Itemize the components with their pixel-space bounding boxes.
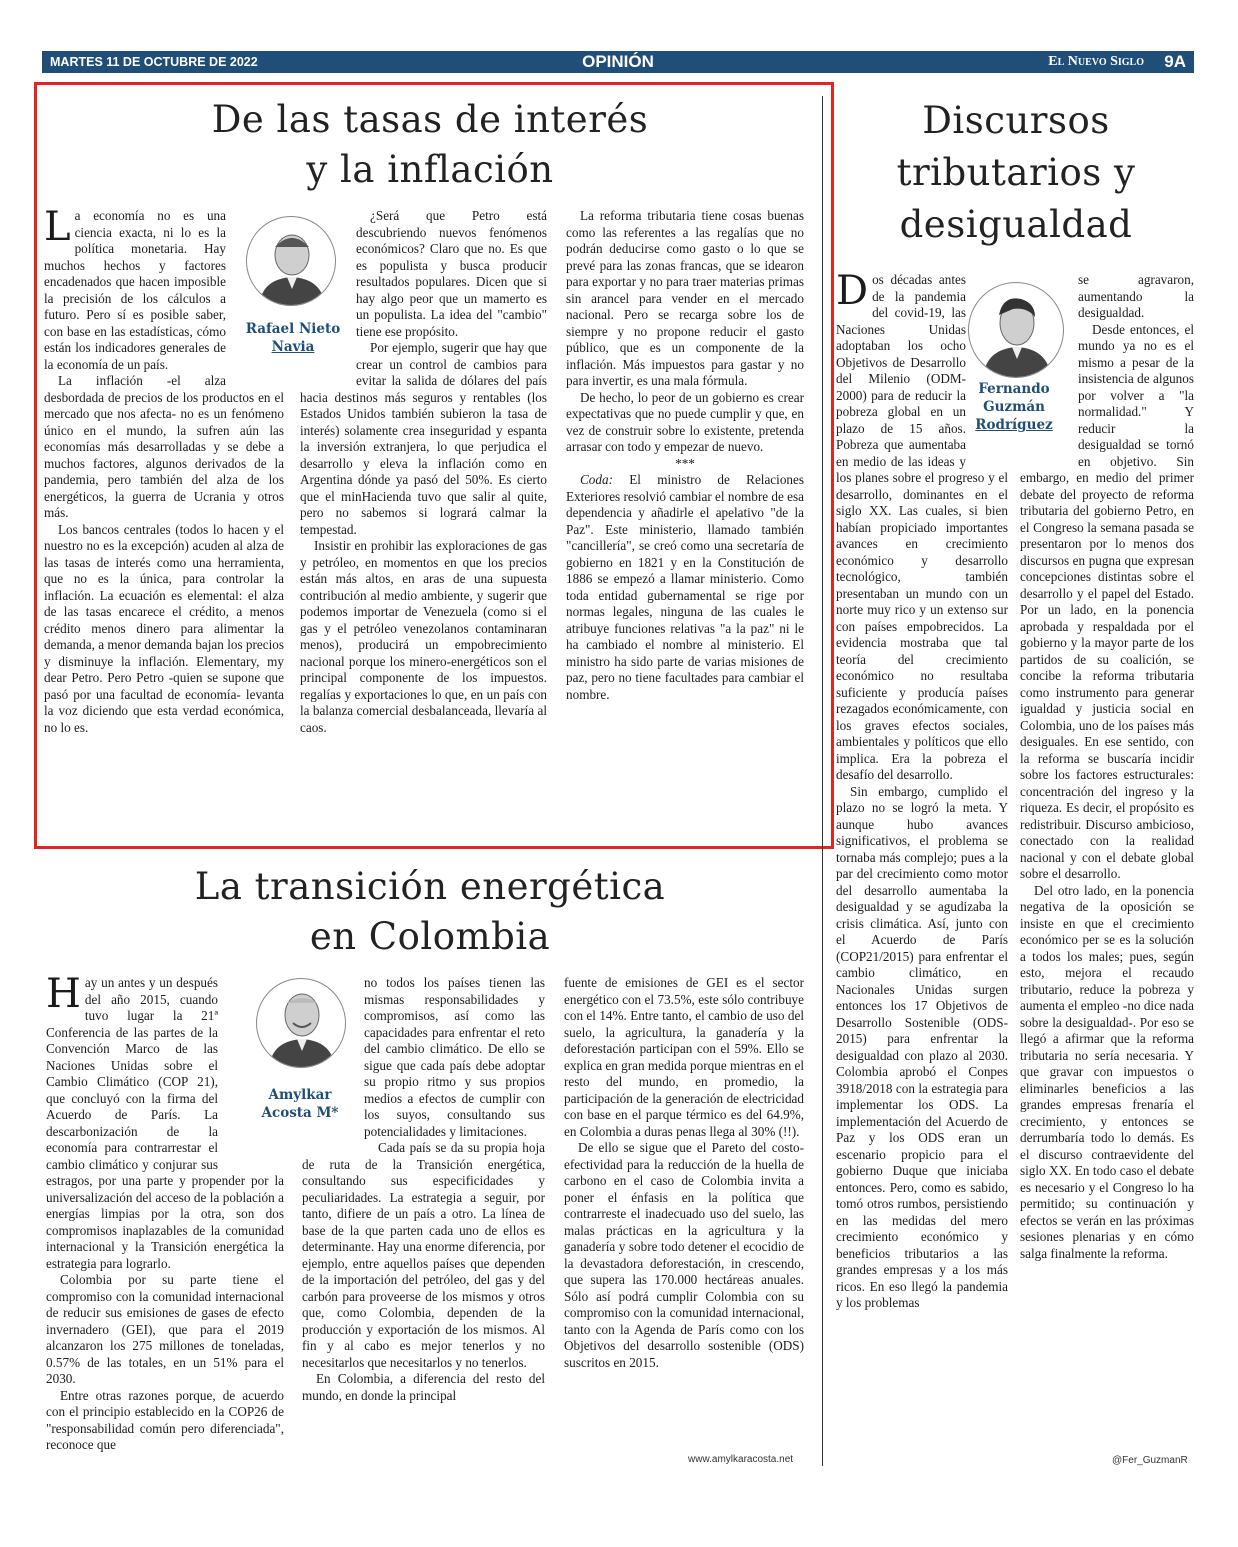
article2-col3 <box>564 975 804 1455</box>
article2-paragraph7: fuente de emisiones de GEI es el sector energético con el 73.5%, este sólo contribuye con el 14%. Entre tanto, el cambio de uso del suelo, la agricultura, la ganadería y la deforestación participan con el 59%. Ello se explica en gran medida porque mientras en el resto del mundo, en promedio, la participación de la generación de electricidad con base en el parque térmico es del 64.9%, en Colombia a duras penas llega al 30% (!!). <box>564 975 804 1139</box>
article3-dropcap: D <box>836 268 869 314</box>
article3-title-line2: tributarios y <box>896 151 1136 194</box>
article2-headline <box>40 862 820 962</box>
article3-paragraph4: Desde entonces, el mundo ya no es el mismo a pesar de la insistencia de algunos por volver a "la normalidad." Y reducir la desigualdad se tornó en objetivo. Sin embargo, en medio del primer debate del proyecto de reforma tributaria del gobierno Petro, en el Congreso la semana pasada se presentaron por lo menos dos discursos en pugna que expresan concepciones distintas sobre el desarrollo y el papel del Estado. Por un lado, en la ponencia aprobada y respaldada por el gobierno y la mayor parte de los partidos de su coalición, se concibe la reforma tributaria como instrumento para generar igualdad y justicia social en Colombia, uno de los países más desiguales. En ese sentido, con la reforma se buscaría incidir sobre los factores estructurales: concentración del ingreso y la riqueza. Es decir, el propósito es redistribuir. Discurso ambicioso, conectado con la realidad nacional y con el debate global sobre el desarrollo. <box>1020 321 1194 881</box>
article3-paragraph1: os décadas antes de la pandemia del covid-19, las Naciones Unidas adoptaban los ocho Objetivos de Desarrollo del Milenio (ODM-2000) para de reducir la pobreza global en un plazo de 15 años. Pobreza que aumentaba en medio de las ideas y los planes sobre el progreso y el desarrollo, dominantes en el siglo XX. Las cuales, si bien habían propiciado importantes avances en crecimiento económico y desarrollo tecnológico, también presentaban un mundo con un norte muy rico y un extenso sur con países empobrecidos. La evidencia mostraba que tal teoría del crecimiento económico no resultaba suficiente y producía países rezagados económicamente, con los graves efectos sociales, ambientales y políticos que ello implica. Era la pobreza el desafío del desarrollo. <box>836 272 1008 782</box>
article2-paragraph5: Cada país se da su propia hoja de ruta de la Transición energética, consultando sus especificidades y peculiaridades. La estrategia a seguir, por tanto, difiere de un país a otro. La línea de base de la que parten cada uno de ellos es determinante. Hay una enorme diferencia, por ejemplo, entre aquellos países que dependen de la importación del petróleo, del gas y del carbón para proveerse de los mismos y otros que, como Colombia, dependen de la producción y exportación de los mismos. Al fin y al cabo es mejor tenerlos y no necesitarlos que necesitarlos y no tenerlos. <box>302 1140 545 1370</box>
article2-photo-space <box>224 975 284 1155</box>
newspaper-name: El Nuevo Siglo <box>1048 54 1144 69</box>
article1-coda-label: Coda: <box>580 472 613 487</box>
article1-paragraph2: La inflación -el alza desbordada de precios de los productos en el mercado que nos afecta- no es un fenómeno único en el mundo, la sufren aún las economías más desarrolladas y se debe a muchos factores, algunos derivados de la pandemia, pero también del alza de los energéticos, la guerra de Ucrania y otros más. <box>44 373 284 520</box>
article3-author-line2: Guzmán <box>983 399 1045 415</box>
article1-paragraph5: Por ejemplo, sugerir que hay que crear un control de cambios para evitar la salida de dólares del país hacia destinos más seguros y rentables (los Estados Unidos también subieron la tasa de interés) solamente crea inseguridad y espanta la inversión extranjera, lo que perjudica el desarrollo y eleva la inflación como en Argentina dónde ya pasó del 50%. Es cierto que el minHacienda tuvo que salir al quite, pero no sabemos si logrará calmar la tempestad. <box>300 340 547 537</box>
article1-headline <box>40 95 820 195</box>
article1-coda: El ministro de Relaciones Exteriores resolvió cambiar el nombre de esa dependencia y añadirle el apelativo "de la Paz". Este ministerio, llamado también "cancillería", se creó como una secretaría de gobierno en 1821 y en la Constitución de 1886 se empezó a llamar ministerio. Como toda entidad gubernamental se rige por normas legales, ninguna de las cuales le atribuye funciones relativas "a la paz" ni le ha cambiado el nombre al ministerio. El ministro ha sido parte de varias misiones de paz, pero no tiene facultades para cambiar el nombre. <box>566 472 805 702</box>
article3-col1 <box>836 268 1008 1472</box>
issue-date: MARTES 11 DE OCTUBRE DE 2022 <box>50 55 258 69</box>
article2-dropcap: H <box>46 971 81 1017</box>
article2-paragraph3: Entre otras razones porque, de acuerdo con el principio establecido en la COP26 de "responsabilidad común pero diferenciada", reconoce que <box>46 1387 284 1452</box>
article2-col1 <box>46 971 284 1475</box>
article1-author-line2: Navia <box>271 339 315 355</box>
article3-title-line3: desigualdad <box>899 203 1133 246</box>
article1-paragraph6: Insistir en prohibir las exploraciones de gas y petróleo, en momentos en que los precios están más altos, en aras de una supuesta contribución al medio ambiente, y sugerir que podemos importar de Venezuela (como si el gas y el petróleo venezolanos contaminaran menos), producirá un empobrecimiento nacional porque los minero-energéticos son el principal componente de los impuestos. regalías y exportaciones lo que, en un país con la balanza comercial desbalanceada, llevaría al caos. <box>300 538 547 735</box>
article3-handle: @Fer_GuzmanR <box>1112 1455 1188 1466</box>
article1-title-line2: y la inflación <box>306 148 554 191</box>
article2-col2 <box>302 975 545 1475</box>
article1-paragraph7: La reforma tributaria tiene cosas buenas como las referentes a las regalías que no podrán deducirse como gasto o lo que se prevé para las zonas francas, que se idearon para exportar y no para traer materias primas sin arancel para vender en el mercado nacional. Pero se recarga sobre los de siempre y no propone reducir el gasto público, que es un componente de la inflación. Más impuestos para gastar y no para invertir, es una mala fórmula. <box>566 208 804 388</box>
article3-photo-space <box>972 272 1008 454</box>
article1-paragraph4: ¿Será que Petro está descubriendo nuevos fenómenos económicos? Claro que no. Es que es populista y busca producir resultados populares. Dicen que si hay algo peor que un mamerto es un populista. La idea del "cambio" tiene ese propósito. <box>356 208 547 339</box>
article2-author-line2: Acosta M* <box>261 1105 339 1121</box>
article3-headline <box>838 95 1194 251</box>
article2-paragraph4: no todos los países tienen las mismas responsabilidades y compromisos, así como las capacidades para enfrentar el reto del cambio climático. De ello se sigue que cada país debe adoptar su propio ritmo y sus propios medios a efectos de cumplir con los suyos, consultando sus potencialidades y limitaciones. <box>364 975 545 1139</box>
article1-paragraph3: Los bancos centrales (todos lo hacen y el nuestro no es la excepción) acuden al alza de las tasas de interés como una herramienta, que no es la única, para controlar la inflación. La ecuación es elemental: el alza de las tasas encarece el crédito, a menos crédito menos dinero para alimentar la demanda, a menor demanda bajan los precios y disminuye la inflación. Elementary, my dear Petro. Pero Petro -quien se supone que pasó por una facultad de economía- levanta la voz diciendo que esta verdad económica, no lo es. <box>44 521 284 735</box>
article2-paragraph8: De ello se sigue que el Pareto del costo-efectividad para la reducción de la huella de carbono en el caso de Colombia invita a poner el énfasis en la política que contrarreste el inadecuado uso del suelo, las malas prácticas en la agricultura y la ganadería y sobre todo detener el ecocidio de la devastadora deforestación, in crescendo, que supera las 170.000 hectáreas anuales. Sólo así podrá cumplir Colombia con su compromiso con la comunidad internacional, tanto con la Agenda de París como con los Objetivos del desarrollo sostenible (ODS) suscritos en 2015. <box>564 1140 804 1370</box>
article2-paragraph2: Colombia por su parte tiene el compromiso con la comunidad internacional de reducir sus emisiones de gases de efecto invernadero (GEI), que para el 2019 alcanzaron los 275 millones de toneladas, 0.57% de las totales, en un 51% para el 2030. <box>46 1272 284 1386</box>
article1-separator: *** <box>675 455 695 471</box>
article1-col3 <box>566 208 804 828</box>
article3-paragraph5: Del otro lado, en la ponencia negativa de la oposición se insiste en que el crecimiento económico per se es la solución a todos los males; pues, según esto, mejora el recaudo tributario, reduce la pobreza y aumenta el empleo -no dice nada sobre la desigualdad-. Por eso se llegó a afirmar que la reforma tributaria no sería necesaria. Y que gravar con impuestos o eliminarles beneficios a las grandes empresas frenaría el crecimiento, y entonces se derrumbaría todo lo demás. Es el discurso contraevidente del siglo XX. En todo caso el debate es necesario y el Congreso lo ha permitido; su continuación y efectos se verán en las próximas sesiones plenarias y en cómo salga finalmente la reforma. <box>1020 882 1194 1261</box>
article1-photo-space <box>232 208 284 384</box>
article1-title-line1: De las tasas de interés <box>211 98 649 141</box>
article1-col2 <box>300 208 547 828</box>
article3-photo-space2 <box>1020 272 1072 458</box>
masthead-bar <box>42 51 1194 73</box>
page-number: 9A <box>1164 52 1186 71</box>
article1-paragraph1: a economía no es una ciencia exacta, ni lo es la política monetaria. Hay muchos hechos y factores encadenados que hacen imposible la precisión de los cálculos a futuro. Pero sí es posible saber, con base en las estadísticas, cómo están los indicadores generales de la economía de un país. <box>44 208 226 372</box>
article2-paragraph1: ay un antes y un después del año 2015, cuando tuvo lugar la 21ª Conferencia de las partes de la Convención Marco de las Naciones Unidas sobre el Cambio Climático (COP 21), que concluyó con la firma del Acuerdo de París. La descarbonización de la economía para contrarrestar el cambio climático y conjurar sus estragos, por una parte y propender por la universalización del acceso de la población a energías limpias por la otra, son dos compromisos inaplazables de la comunidad internacional y la Transición energética la estrategia para lograrlo. <box>46 975 284 1271</box>
article3-author-line1: Fernando <box>978 381 1050 397</box>
column-divider <box>822 96 823 1466</box>
article1-col1 <box>44 204 284 828</box>
article2-photo-space2 <box>302 975 358 1143</box>
article1-dropcap: L <box>44 204 71 250</box>
article1-paragraph8: De hecho, lo peor de un gobierno es crear expectativas que no puede cumplir y que, en vez de construir sobre lo existente, pretenda arrasar con todo y empezar de nuevo. <box>566 389 804 454</box>
article3-col2 <box>1020 272 1194 1472</box>
article3-paragraph3: se agravaron, aumentando la desigualdad. <box>1078 272 1194 320</box>
article2-website: www.amylkaracosta.net <box>688 1454 794 1465</box>
article1-author-line1: Rafael Nieto <box>245 321 341 337</box>
article2-paragraph6: En Colombia, a diferencia del resto del mundo, en donde la principal <box>302 1371 545 1403</box>
article3-paragraph2: Sin embargo, cumplido el plazo no se logró la meta. Y aunque hubo avances significativos, el problema se tornaba más complejo; pues a la par del crecimiento como motor del desarrollo aumentaba la desigualdad y se agudizaba la crisis climática. Así, junto con el Acuerdo de París (COP21/2015) para enfrentar el cambio climático, en Nacionales Unidas surgen entonces los 17 Objetivos de Desarrollo Sostenible (ODS-2015) para enfrentar la desigualdad con plazo al 2030. Colombia aprobó el Conpes 3918/2018 con la estrategia para implementar los ODS. La implementación del Acuerdo de Paz y los ODS eran un escenario propicio para el gobierno Duque que iniciaba entonces. Pero, como es sabido, tomó otros rumbos, persistiendo en las medidas del mero crecimiento económico y beneficios tributarios a las grandes empresas y a los más ricos. En eso llegó la pandemia y los problemas <box>836 783 1008 1310</box>
article2-title-line2: en Colombia <box>309 915 551 958</box>
article3-title-line1: Discursos <box>922 99 1110 142</box>
article1-photo-space2 <box>300 208 350 376</box>
article2-title-line1: La transición energética <box>194 865 666 908</box>
section-title: OPINIÓN <box>582 52 654 71</box>
article2-author-line1: Amylkar <box>268 1087 332 1103</box>
article3-author-line3: Rodríguez <box>975 417 1053 433</box>
